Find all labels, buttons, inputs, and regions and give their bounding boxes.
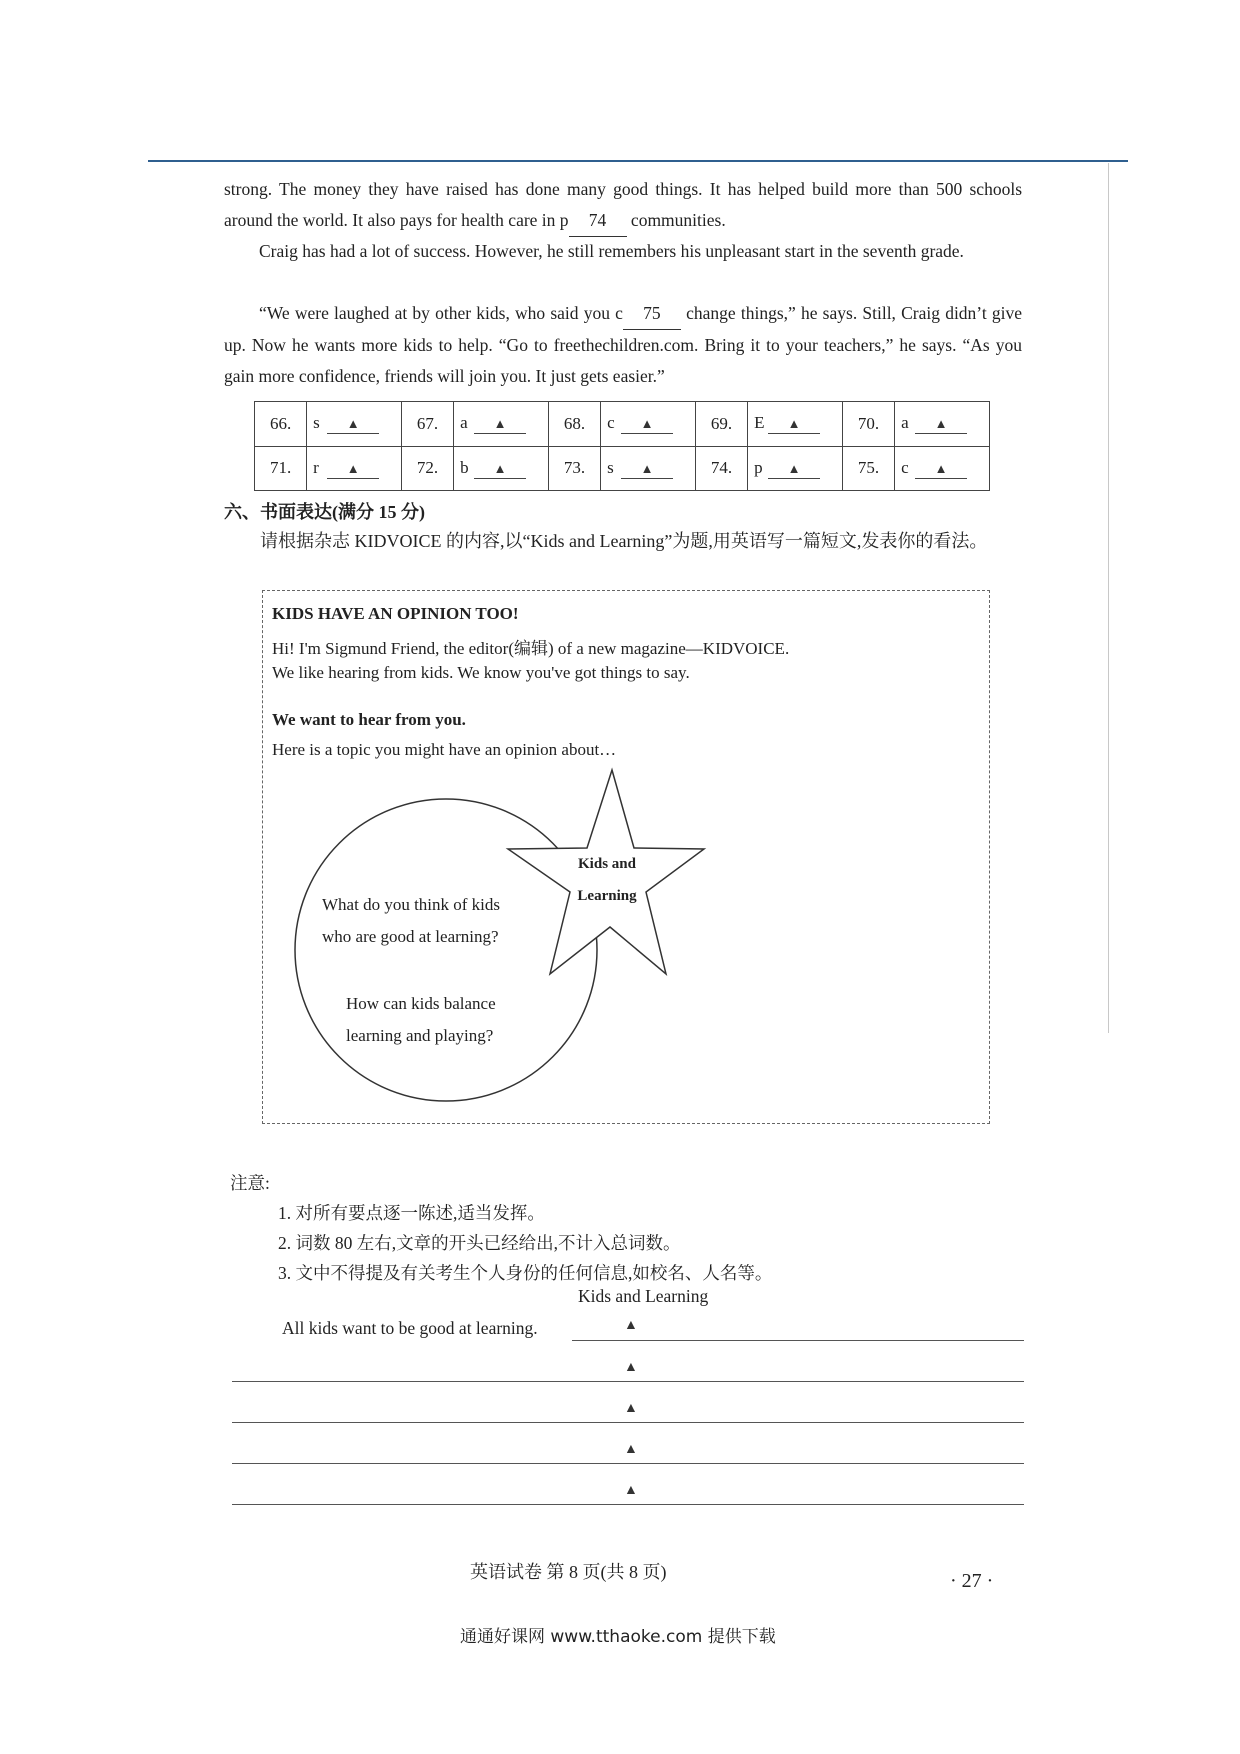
question-number: 69. <box>695 402 747 447</box>
question-number: 73. <box>548 446 600 491</box>
passage-text: “We were laughed at by other kids, who said you c <box>259 303 623 323</box>
triangle-mark-icon: ▲ <box>493 416 507 432</box>
star-label: Kids and <box>578 856 636 872</box>
answer-blank <box>621 458 673 479</box>
answer-blank <box>768 413 820 434</box>
writing-line[interactable] <box>232 1422 1024 1423</box>
triangle-mark-icon: ▲ <box>346 460 360 476</box>
question-2: learning and playing? <box>346 1026 494 1045</box>
writing-line[interactable] <box>232 1463 1024 1464</box>
answer-blank <box>327 458 379 479</box>
question-number: 74. <box>695 446 747 491</box>
essay-opening: All kids want to be good at learning. <box>282 1318 538 1338</box>
answer-cell <box>454 446 549 491</box>
writing-line[interactable] <box>232 1381 1024 1382</box>
essay-title: Kids and Learning <box>578 1286 709 1306</box>
triangle-mark-icon: ▲ <box>346 416 360 432</box>
magazine-line: Hi! I'm Sigmund Friend, the editor(编辑) of a new magazine—KIDVOICE. <box>272 639 790 658</box>
first-letter: a <box>460 413 468 433</box>
top-rule <box>148 160 1128 162</box>
answer-cell <box>307 402 402 447</box>
page-footer: 英语试卷 第 8 页(共 8 页) <box>470 1562 667 1582</box>
question-number: 70. <box>842 402 894 447</box>
notes-title: 注意: <box>230 1173 270 1193</box>
answer-blank <box>768 458 820 479</box>
triangle-mark-icon: ▲ <box>624 1360 638 1375</box>
blank-75: 75 <box>623 298 681 330</box>
blank-74: 74 <box>569 205 627 237</box>
magazine-subheading: We want to hear from you. <box>272 710 466 729</box>
source-credit: 通通好课网 www.tthaoke.com 提供下载 <box>460 1627 776 1647</box>
first-letter: E <box>754 413 765 433</box>
question-number: 67. <box>401 402 453 447</box>
answer-blank <box>915 413 967 434</box>
triangle-mark-icon: ▲ <box>787 460 801 476</box>
answer-row <box>255 446 990 491</box>
question-number: 75. <box>842 446 894 491</box>
answer-cell <box>748 402 843 447</box>
passage-paragraph-1 <box>224 174 1022 237</box>
answer-cell <box>454 402 549 447</box>
triangle-mark-icon: ▲ <box>493 460 507 476</box>
triangle-mark-icon: ▲ <box>624 1401 638 1416</box>
passage-paragraph-3 <box>224 298 1022 392</box>
triangle-mark-icon: ▲ <box>787 416 801 432</box>
triangle-mark-icon: ▲ <box>934 416 948 432</box>
question-number: 66. <box>255 402 307 447</box>
notes <box>230 1168 772 1288</box>
answer-blank <box>474 458 526 479</box>
answer-cell <box>895 402 990 447</box>
writing-line[interactable] <box>232 1504 1024 1505</box>
question-number: 68. <box>548 402 600 447</box>
triangle-mark-icon: ▲ <box>624 1318 638 1333</box>
topic-diagram <box>262 760 988 1120</box>
first-letter: s <box>313 413 320 433</box>
first-letter: c <box>901 457 909 477</box>
right-margin-line <box>1108 163 1109 1033</box>
magazine-line: Here is a topic you might have an opinion about… <box>272 740 617 759</box>
triangle-mark-icon: ▲ <box>934 460 948 476</box>
question-number: 71. <box>255 446 307 491</box>
first-letter: s <box>607 457 614 477</box>
first-letter: p <box>754 457 763 477</box>
answer-cell <box>748 446 843 491</box>
answer-cell <box>601 446 696 491</box>
first-letter: r <box>313 457 319 477</box>
answer-cell <box>601 402 696 447</box>
passage-text: communities. <box>626 210 726 230</box>
answer-blank <box>621 413 673 434</box>
answer-blank <box>474 413 526 434</box>
passage-text: change things,” he says. Still, Craig didn’t give up. Now he wants more kids to help. “Go to freethechildren.com. Bring it to your teachers,” he says. “As you gain more confidence, friends will join you. It just gets easier.” <box>224 303 1022 386</box>
triangle-mark-icon: ▲ <box>624 1442 638 1457</box>
task-instruction: 请根据杂志 KIDVOICE 的内容,以“Kids and Learning”为题,用英语写一篇短文,发表你的看法。 <box>260 531 988 551</box>
star-shape <box>508 770 704 974</box>
answer-row <box>255 402 990 447</box>
triangle-mark-icon: ▲ <box>624 1483 638 1498</box>
question-number: 72. <box>401 446 453 491</box>
passage-paragraph-2: Craig has had a lot of success. However, he still remembers his unpleasant start in the seventh grade. <box>259 241 964 261</box>
question-1: What do you think of kids <box>322 895 501 914</box>
magazine-heading: KIDS HAVE AN OPINION TOO! <box>272 604 519 623</box>
first-letter: c <box>607 413 615 433</box>
topic-circle <box>295 799 597 1101</box>
magazine-line: We like hearing from kids. We know you've got things to say. <box>272 663 690 682</box>
note-item: 3. 文中不得提及有关考生个人身份的任何信息,如校名、人名等。 <box>278 1263 773 1283</box>
answer-blank <box>915 458 967 479</box>
note-item: 2. 词数 80 左右,文章的开头已经给出,不计入总词数。 <box>278 1233 681 1253</box>
passage-text: strong. The money they have raised has done many good things. It has helped build more than 500 schools around the world. It also pays for health care in p <box>224 179 1022 230</box>
question-2: How can kids balance <box>346 994 496 1013</box>
answer-table <box>254 401 990 491</box>
page-number: · 27 · <box>950 1570 994 1592</box>
question-1: who are good at learning? <box>322 927 499 946</box>
triangle-mark-icon: ▲ <box>640 460 654 476</box>
star-label: Learning <box>577 888 637 904</box>
answer-cell <box>307 446 402 491</box>
first-letter: b <box>460 457 469 477</box>
section-title: 六、书面表达(满分 15 分) <box>224 502 425 522</box>
first-letter: a <box>901 413 909 433</box>
triangle-mark-icon: ▲ <box>640 416 654 432</box>
answer-blank <box>327 413 379 434</box>
note-item: 1. 对所有要点逐一陈述,适当发挥。 <box>278 1203 545 1223</box>
writing-line[interactable] <box>572 1340 1024 1341</box>
answer-cell <box>895 446 990 491</box>
